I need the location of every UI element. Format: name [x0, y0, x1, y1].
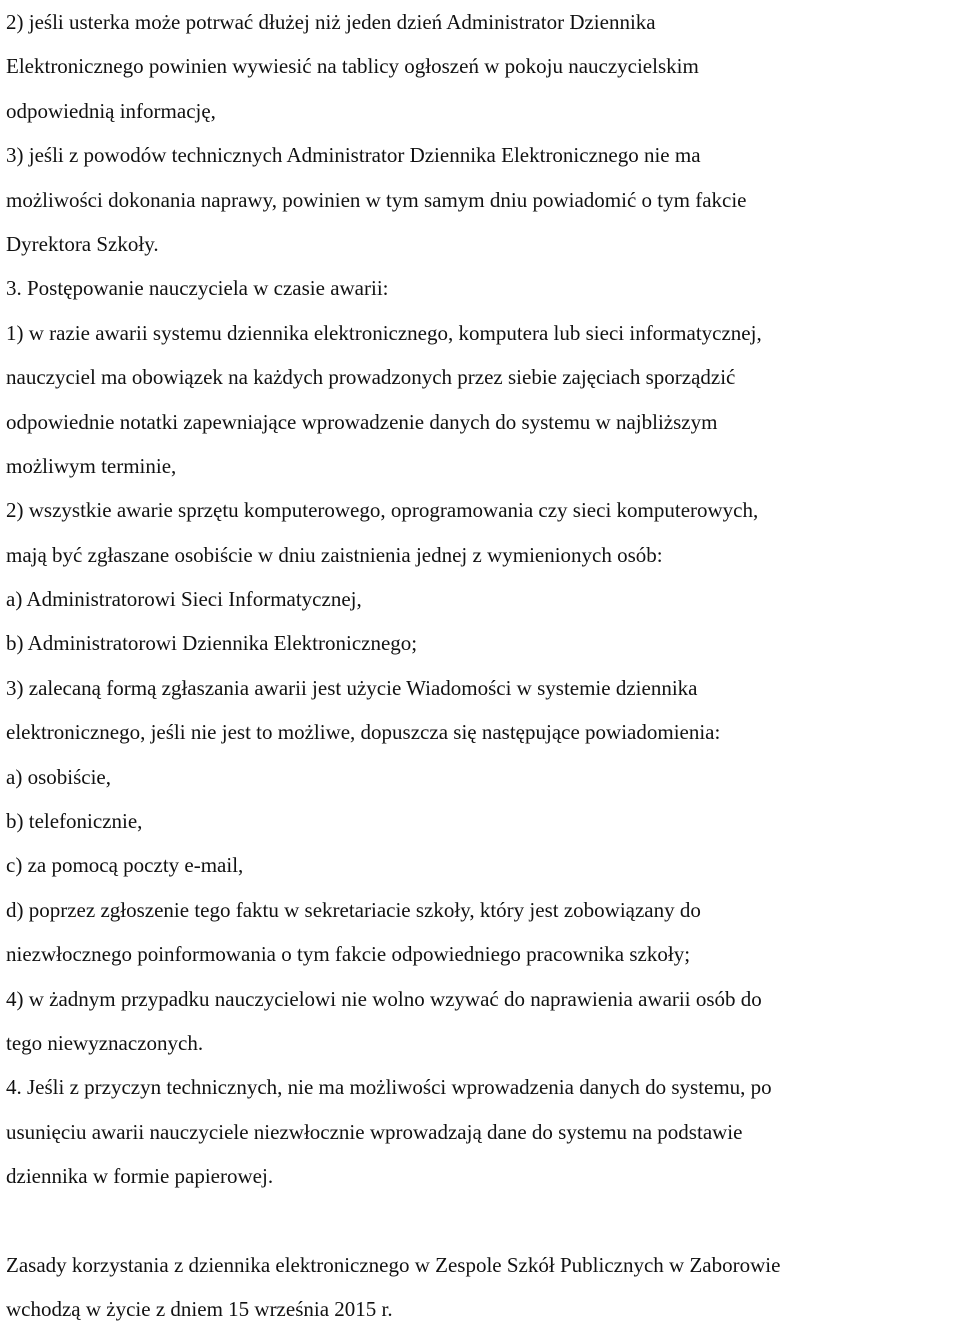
text-line: usunięciu awarii nauczyciele niezwłocznie wprowadzają dane do systemu na podstawie [6, 1119, 743, 1144]
text-line: dziennika w formie papierowej. [6, 1164, 274, 1189]
text-line: odpowiednią informację, [6, 98, 216, 123]
text-line: Zasady korzystania z dziennika elektronicznego w Zespole Szkół Publicznych w Zaborowie [6, 1252, 781, 1277]
text-line: wchodzą w życie z dniem 15 września 2015 r. [6, 1297, 393, 1322]
text-line: 4. Jeśli z przyczyn technicznych, nie ma możliwości wprowadzenia danych do systemu, po [6, 1075, 772, 1100]
paragraph-gap [6, 1199, 958, 1243]
document-body [6, 0, 958, 1199]
text-line: 2) jeśli usterka może potrwać dłużej niż jeden dzień Administrator Dziennika [6, 10, 656, 34]
text-line: c) za pomocą poczty e-mail, [6, 853, 244, 878]
text-line: b) Administratorowi Dziennika Elektronicznego; [6, 631, 418, 656]
text-line: mają być zgłaszane osobiście w dniu zaistnienia jednej z wymienionych osób: [6, 542, 663, 567]
text-line: d) poprzez zgłoszenie tego faktu w sekretariacie szkoły, który jest zobowiązany do [6, 897, 701, 922]
text-line: 2) wszystkie awarie sprzętu komputerowego, oprogramowania czy sieci komputerowych, [6, 498, 759, 523]
text-line: b) telefonicznie, [6, 809, 143, 834]
document-footer [6, 1243, 958, 1332]
text-line: Dyrektora Szkoły. [6, 231, 159, 256]
text-line: możliwości dokonania naprawy, powinien w tym samym dniu powiadomić o tym fakcie [6, 187, 747, 212]
text-line: 3. Postępowanie nauczyciela w czasie awarii: [6, 276, 389, 301]
text-line: możliwym terminie, [6, 453, 177, 478]
text-line: a) Administratorowi Sieci Informatycznej, [6, 587, 362, 612]
text-line: elektronicznego, jeśli nie jest to możliwe, dopuszcza się następujące powiadomienia: [6, 720, 721, 745]
text-line: 4) w żadnym przypadku nauczycielowi nie wolno wzywać do naprawienia awarii osób do [6, 986, 762, 1011]
text-line: nauczyciel ma obowiązek na każdych prowadzonych przez siebie zajęciach sporządzić [6, 365, 736, 390]
text-line: 3) jeśli z powodów technicznych Administrator Dziennika Elektronicznego nie ma [6, 143, 701, 168]
text-line: a) osobiście, [6, 764, 111, 789]
text-line: niezwłocznego poinformowania o tym fakcie odpowiedniego pracownika szkoły; [6, 942, 691, 967]
text-line: odpowiednie notatki zapewniające wprowadzenie danych do systemu w najbliższym [6, 409, 718, 434]
text-line: Elektronicznego powinien wywiesić na tablicy ogłoszeń w pokoju nauczycielskim [6, 54, 699, 79]
text-line: 3) zalecaną formą zgłaszania awarii jest użycie Wiadomości w systemie dziennika [6, 675, 698, 700]
document-page [6, 0, 958, 1332]
text-line: tego niewyznaczonych. [6, 1030, 204, 1055]
text-line: 1) w razie awarii systemu dziennika elektronicznego, komputera lub sieci informatycznej, [6, 320, 762, 345]
